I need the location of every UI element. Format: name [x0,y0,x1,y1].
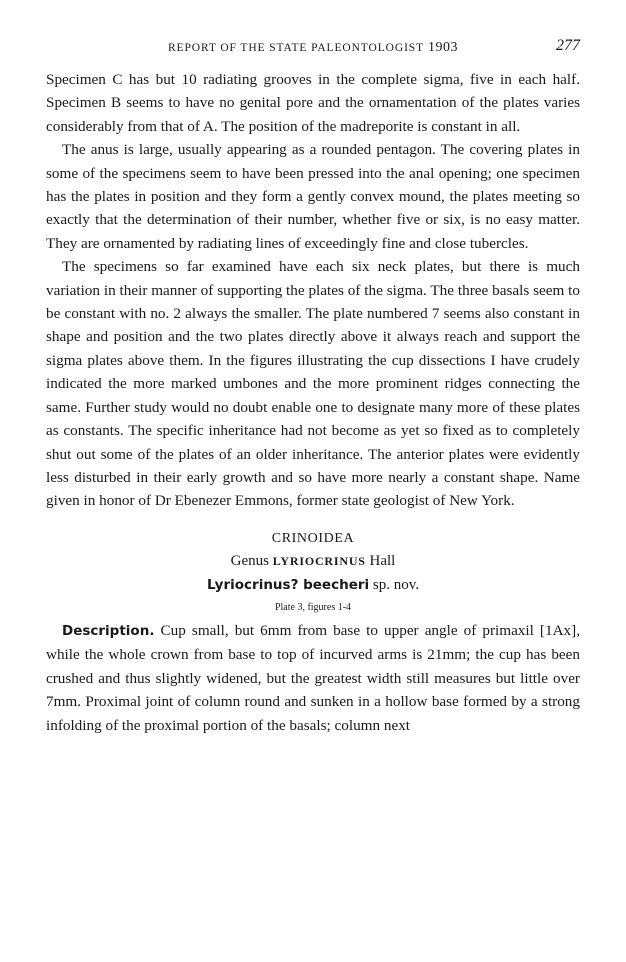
page-body [46,68,580,737]
genus-name: LYRIOCRINUS [272,554,366,569]
plate-reference: Plate 3, figures 1-4 [274,601,352,613]
paragraph-anus: The anus is large, usually appearing as a rounded pentagon. The covering plates in some of the specimens seem to have been pressed into the anal opening; one specimen has the plates in position and they form a gently convex mound, the plates meeting so exactly that the determination of their number, whether five or six, is no easy matter. They are ornamented by radiating lines of exceedingly fine and close tubercles. [46,141,580,252]
section-heading: CRINOIDEA [271,530,355,546]
description-text: Cup small, but 6mm from base to upper angle of primaxil [1Ax], while the whole crown from base to top of incurved arms is 21mm; the cup has been crushed and thus slightly widened, but the greatest width still measures but little over 7mm. Proximal joint of column round and sunken in a hollow base formed by a strong infolding of the proximal portion of the basals; column next [46,621,580,734]
paragraph-neck-plates: The specimens so far examined have each six neck plates, but there is much variation in their manner of supporting the plates of the sigma. The three basals seem to be constant with no. 2 always the smaller. The plate numbered 7 seems also constant in shape and position and the two plates directly above it always reach and support the sigma plates above them. In the figures illustrating the cup dissections I have crudely indicated the more marked umbones and the more prominent ridges connecting the same. Further study would no doubt enable one to designate many more of these plates as constants. The specific inheritance had not become as yet so fixed as to completely shut out some of the plates of an older inheritance. The anterior plates were evidently less disturbed in their early growth and so have more nearly a constant shape. Name given in honor of Dr Ebenezer Emmons, former state geologist of New York. [46,258,580,510]
running-title [46,40,580,56]
species-suffix: sp. nov. [372,576,420,593]
paragraph-description [46,619,580,737]
species-name: Lyriocrinus? beecheri [206,576,370,593]
running-head [46,36,580,58]
page-number: 277 [556,37,580,54]
species-line [46,574,580,597]
genus-line [46,550,580,573]
running-title-text: REPORT OF THE STATE PALEONTOLOGIST [167,42,425,54]
paragraph-specimen-c: Specimen C has but 10 radiating grooves in the complete sigma, five in each half. Specimen B seems to have no genital pore and the ornamentation of the plates varies considerably from that of A. The position of the madreporite is constant in all. [46,71,580,135]
running-title-year: 1903 [428,40,459,55]
genus-prefix: Genus [230,553,269,570]
genus-author: Hall [369,553,396,570]
description-lead: Description. [62,622,155,639]
